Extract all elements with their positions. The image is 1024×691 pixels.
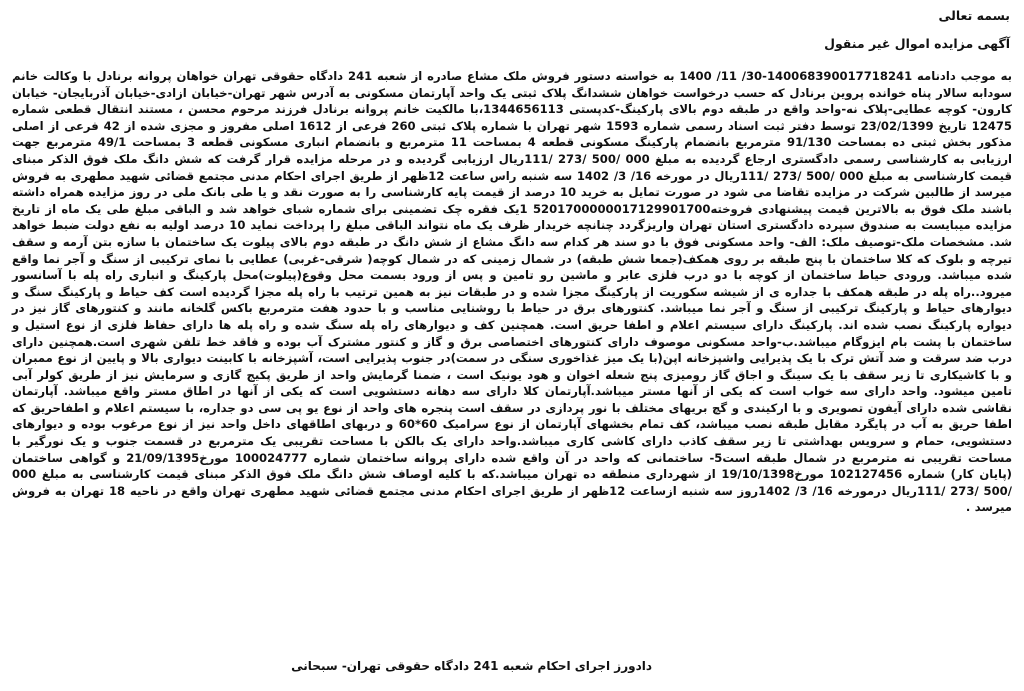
notice-body-text: به موجب دادنامه 140068390017718241-30/ 11/ 1400 به خواسته دستور فروش ملک مشاع صادره از شعبه 241 دادگاه حقوقی تهران خواهان پروانه برنادل با وکالت خانم سودابه سالار پناه خوانده پروین برنادل که حسب درخواست خواهان ششدانگ پلاک ثبتی یک واحد آپارتمان مسکونی به آدرس شهر تهران-خیابان ازادی-خیابان آذربایجان- خیابان کارون- کوچه عطایی-پلاک نه-واحد واقع در طبقه دوم بالای پارکینگ-کدپستی 1344656113،با مالکیت خانم پروانه برنادل فرزند مرحوم محسن ، مستند انتقال قطعی شماره 12475 تاریخ 23/02/1399 توسط دفتر ثبت اسناد رسمی شماره 1593 شهر تهران با شماره پلاک ثبتی 260 فرعی از 1612 اصلی مفروز و مجزی شده از 42 فرعی از اصلی مذکور بخش ثبتی ده بمساحت 91/130 مترمربع بانضمام پارکینگ مسکونی قطعه 4 بمساحت 11 مترمربع و بانضمام انباری مسکونی قطعه 3 بمساحت 49/1 مترمربع جهت ارزیابی به کارشناسی رسمی دادگستری ارجاع گردیده به مبلغ 000 /500 /273 /111ریال ارزیابی گردیده و در مرحله مزایده قرار گرفت که شش دانگ ملک فوق الذکر مبنای قیمت کارشناسی به مبلغ 000 /500 /273 /111ریال در مورخه 16/ 3/ 1402 سه شنبه راس ساعت 12ظهر از طریق اجرای احکام مدنی مجتمع قضائی شهید مطهری به فروش میرسد از طالبین شرکت در مزایده تقاضا می شود در صورت تمایل به خرید 10 درصد از قیمت پایه کارشناسی را به صورت نقد و یا طی بانک ملی در روز مزایده همراه داشته باشند ملک فوق به بالاترین قیمت پیشنهادی فروخته5201700000017129901700 1یک فقره چک تضمینی برای شماره شبای خواهد شد و الباقی مبلغ طی یک ماه از تاریخ مزایده میبایست به صندوق سپرده دادگستری استان تهران واریزگردد چنانچه خریدار ظرف یک ماه نتواند الباقی مبلغ را پرداخت نماید 10 درصد اولیه به نفع دولت ضبط خواهد شد. مشخصات ملک-توصیف ملک: الف- واحد مسکونی فوق با دو سند هر کدام سه دانگ مشاع از شش دانگ در طبقه دوم بالای پیلوت یک ساختمان با سازه بتن آرمه و سقف تیرچه و بلوک که کلا ساختمان با پنج طبقه بر روی همکف(جمعا شش طبقه) در شمال زمینی که در شمال کوچه( شرقی-غربی) عطایی با نمای ترکیبی از سنگ و آجر نما واقع شده میباشد. ورودی حیاط ساختمان از کوچه با دو درب فلزی عابر و ماشین رو تامین و پس از ورود بسمت محل وقوع(پیلوت)محل پارکینگ و انباری راه پله با آسانسور میرود..راه پله در طبقه همکف با جداره ی از شیشه سکوریت از پارکینگ مجزا شده و در طبقات نیز به همین ترتیب با راه پله مجزا گردیده است کف حیاط و پارکینگ سنگ و دیوارهای حیاط و پارکینگ ترکیبی از سنگ و آجر نما میباشد. کنتورهای برق در حیاط با روشنایی مناسب و با حدود هفت مترمربع باکس گلخانه مانند و کنتورهای گاز نیز در دیواره پارکینگ نصب شده اند. پارکینگ دارای سیستم اعلام و اطفا حریق است. همچنین کف و دیوارهای راه پله سنگ شده و راه پله ها دارای حفاظ فلزی از نوع استیل و ساختمان با پشت بام ایزوگام میباشد.ب-واحد مسکونی موصوف دارای کنتورهای اختصاصی برق و گاز و کنتور مشترک آب بوده و فاقد خط تلفن شهری است.همچنین دارای درب ضد سرقت و ضد آتش ترک با یک پذیرایی واشپزخانه اپن(با یک میز غذاخوری سنگی در سمت)در جنوب پذیرایی است، آشپزخانه با کابینت دیواری بالا و پایین از نوع ممبران و با کاشیکاری تا زیر سقف با یک سینگ و اجاق گاز رومیزی پنج شعله اخوان و هود یونیک است ، ضمنا گرمایش واحد از طریق پکیج گازی و سرمایش نیز از طریق کولر آبی تامین میشود. واحد دارای سه خواب است که یکی از آنها مستر میباشد.آپارتمان کلا دارای سه دهانه دستشویی است که یکی از آنها در اطاق مستر واقع میباشد. آپارتمان نقاشی شده دارای آیفون تصویری و با ارکیندی و گچ بریهای مختلف با نور پردازی در سقف است پنجره های واحد از نوع یو پی سی دو جداره، با سیستم اعلام و اطفاحریق که اطفا حریق به آب در پایگرد مقابل طبقه نصب میباشد، کف تمام بخشهای آپارتمان از نوع سرامیک 60*60 و دربهای اطاقهای داخل واحد نیز از نوع مرغوب بوده و دیوارهای دستشویی، حمام و سرویس بهداشتی تا زیر سقف کاذب دارای کاشی کاری میباشد.واحد دارای یک بالکن با مساحت تقریبی یک مترمربع در قسمت جنوب و یک نورگیر با مساحت تقریبی نه مترمربع در شمال طبقه است5- ساختمانی که واحد در آن واقع شده دارای پروانه ساختمان شماره 100024777 مورخ21/09/1395 و گواهی ساختمان (پایان کار) شماره 102127456 مورخ19/10/1398 از شهرداری منطقه ده تهران میباشد.که با کلیه اوصاف شش دانگ ملک فوق الذکر مبنای قیمت کارشناسی به مبلغ 000 /500 /273 /111ریال درمورخه 16/ 3/ 1402روز سه شنبه ازساعت 12ظهر از طریق اجرای احکام مدنی مجتمع قضائی شهید مطهری تهران واقع در ناحیه 18 تهران به فروش میرسد . bbox=[12, 69, 1012, 515]
notice-signature: دادورز اجرای احکام شعبه 241 دادگاه حقوقی تهران- سبحانی bbox=[291, 659, 652, 673]
notice-title: آگهی مزایده اموال غیر منقول bbox=[824, 36, 1010, 51]
bismillah-header: بسمه تعالی bbox=[938, 8, 1010, 23]
